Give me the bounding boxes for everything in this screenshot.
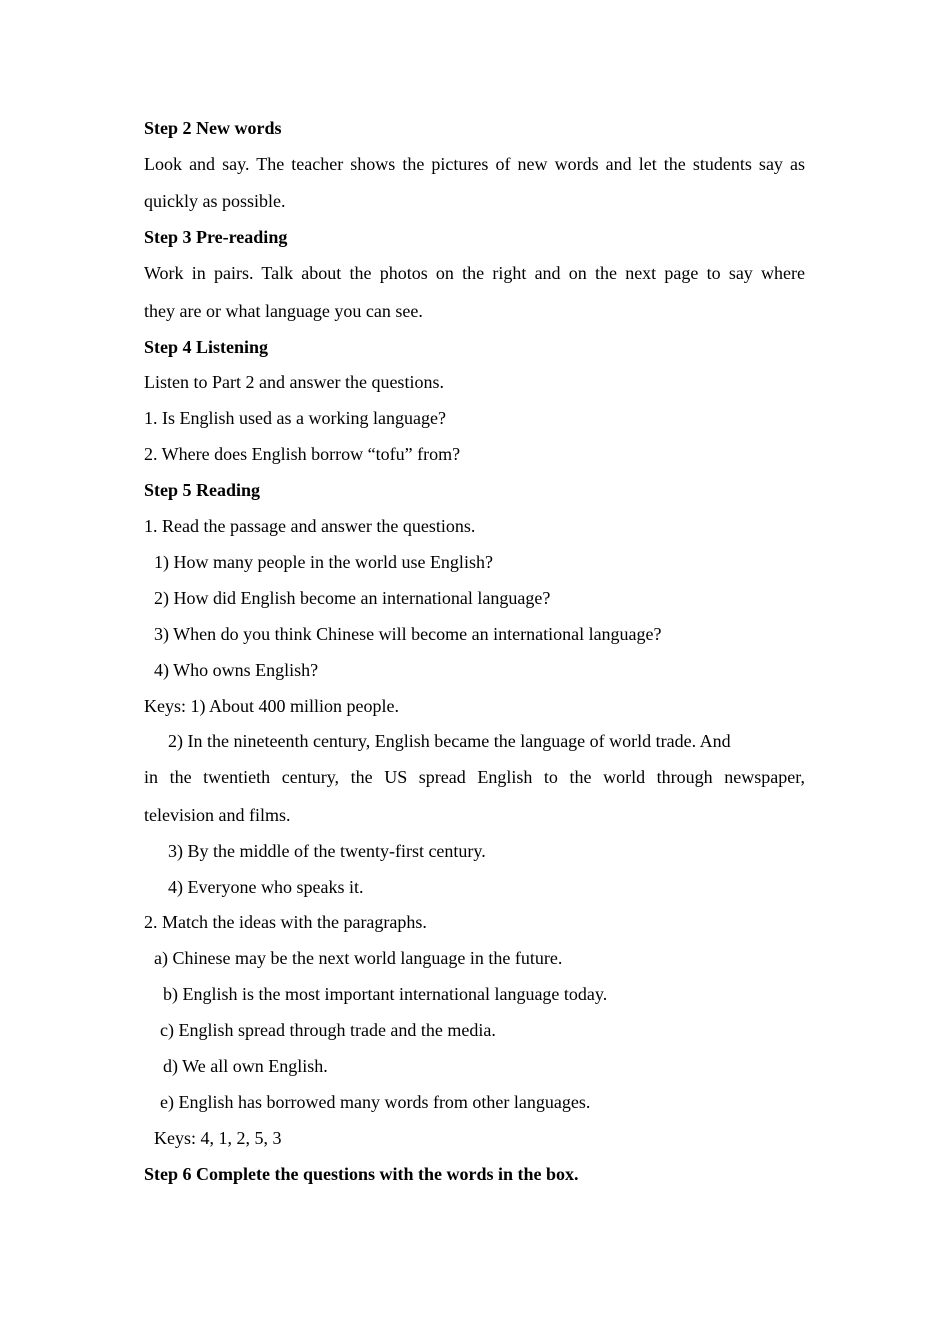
text-line: 1. Is English used as a working language?: [144, 408, 446, 428]
text-line: b) English is the most important international language today.: [163, 984, 608, 1004]
text-line: Keys: 1) About 400 million people.: [144, 696, 399, 716]
text-line: e) English has borrowed many words from other languages.: [160, 1092, 591, 1112]
text-line: in the twentieth century, the US spread English to the world through newspaper,: [144, 767, 805, 787]
text-line: c) English spread through trade and the media.: [160, 1020, 496, 1040]
text-line: quickly as possible.: [144, 191, 286, 211]
section-heading: Step 6 Complete the questions with the words in the box.: [144, 1164, 579, 1184]
text-line: Work in pairs. Talk about the photos on the right and on the next page to say where: [144, 263, 805, 283]
text-line: Look and say. The teacher shows the pictures of new words and let the students say as: [144, 154, 805, 174]
text-line: television and films.: [144, 805, 291, 825]
text-line: 4) Who owns English?: [154, 660, 319, 680]
text-line: a) Chinese may be the next world language in the future.: [154, 948, 563, 968]
text-line: Keys: 4, 1, 2, 5, 3: [154, 1128, 282, 1148]
text-line: 2. Match the ideas with the paragraphs.: [144, 912, 427, 932]
text-line: 1) How many people in the world use English?: [154, 552, 493, 572]
section-heading: Step 4 Listening: [144, 337, 269, 357]
text-line: 1. Read the passage and answer the questions.: [144, 516, 476, 536]
section-heading: Step 5 Reading: [144, 480, 261, 500]
text-line: Listen to Part 2 and answer the questions.: [144, 372, 444, 392]
text-line: 3) When do you think Chinese will become an international language?: [154, 624, 662, 644]
section-heading: Step 3 Pre-reading: [144, 227, 288, 247]
text-line: 3) By the middle of the twenty-first century.: [168, 841, 486, 861]
text-line: they are or what language you can see.: [144, 301, 423, 321]
text-line: d) We all own English.: [163, 1056, 328, 1076]
text-line: 2) In the nineteenth century, English became the language of world trade. And: [168, 731, 731, 751]
text-line: 2. Where does English borrow “tofu” from?: [144, 444, 461, 464]
section-heading: Step 2 New words: [144, 118, 282, 138]
text-line: 2) How did English become an international language?: [154, 588, 551, 608]
text-line: 4) Everyone who speaks it.: [168, 877, 364, 897]
